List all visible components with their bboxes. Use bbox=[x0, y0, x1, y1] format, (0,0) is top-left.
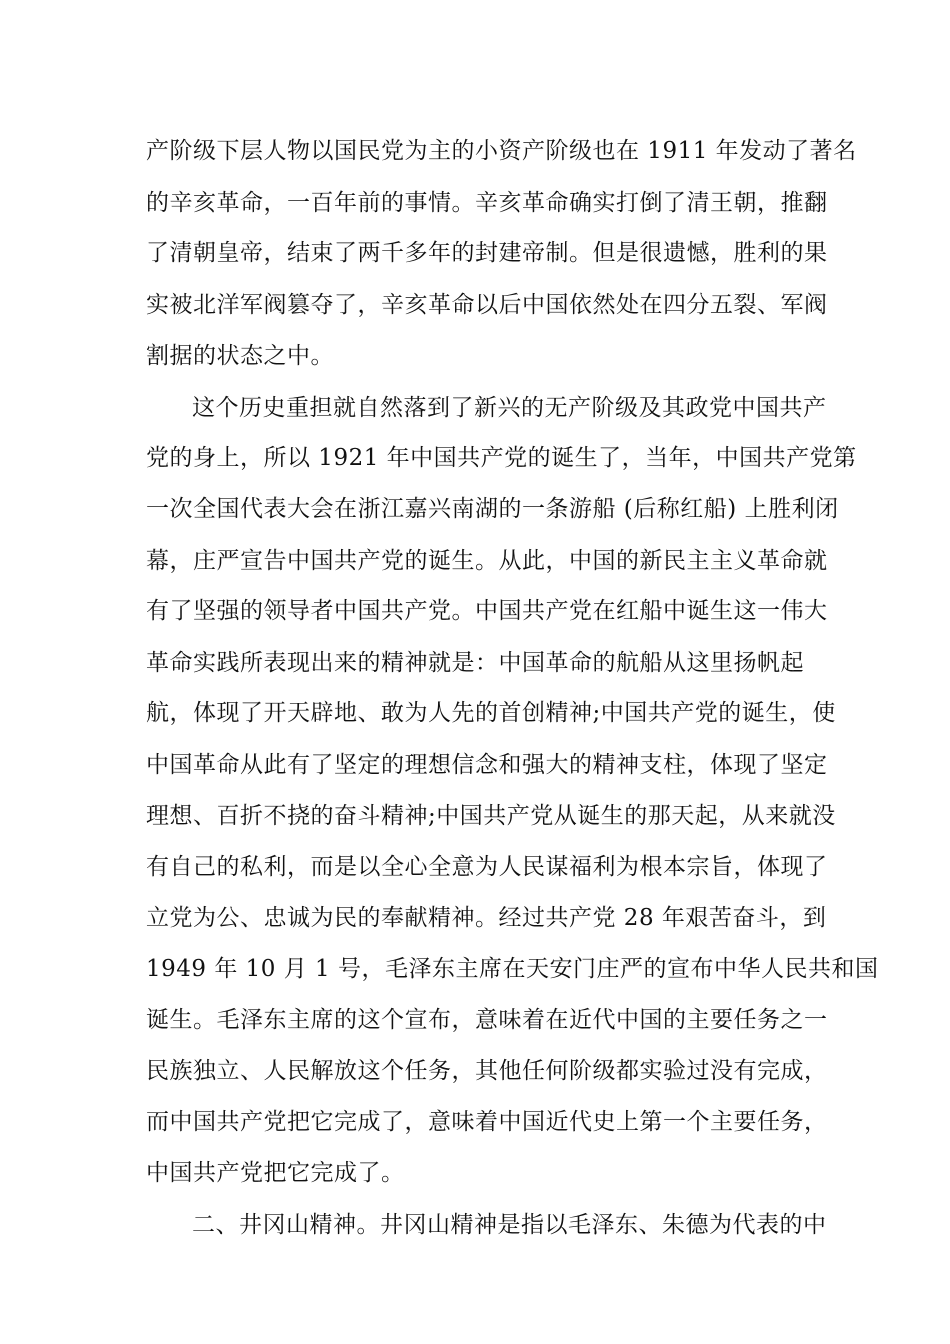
text-line: 割据的状态之中。 bbox=[146, 343, 334, 369]
paragraph-first-line: 这个历史重担就自然落到了新兴的无产阶级及其政党中国共产 bbox=[192, 395, 827, 421]
text-line: 革命实践所表现出来的精神就是：中国革命的航船从这里扬帆起 bbox=[146, 650, 804, 676]
text-line: 中国共产党把它完成了。 bbox=[146, 1160, 405, 1186]
text-line: 一次全国代表大会在浙江嘉兴南湖的一条游船 (后称红船) 上胜利闭 bbox=[146, 496, 839, 522]
text-line: 理想、百折不挠的奋斗精神;中国共产党从诞生的那天起，从来就没 bbox=[146, 803, 836, 829]
text-line: 的辛亥革命，一百年前的事情。辛亥革命确实打倒了清王朝，推翻 bbox=[146, 190, 828, 216]
text-line: 航，体现了开天辟地、敢为人先的首创精神;中国共产党的诞生，使 bbox=[146, 700, 836, 726]
paragraph-first-line: 二、井冈山精神。井冈山精神是指以毛泽东、朱德为代表的中 bbox=[192, 1212, 827, 1238]
text-line: 中国革命从此有了坚定的理想信念和强大的精神支柱，体现了坚定 bbox=[146, 752, 828, 778]
text-line: 了清朝皇帝，结束了两千多年的封建帝制。但是很遗憾，胜利的果 bbox=[146, 240, 828, 266]
text-line: 实被北洋军阀篡夺了，辛亥革命以后中国依然处在四分五裂、军阀 bbox=[146, 292, 828, 318]
text-line: 有了坚强的领导者中国共产党。中国共产党在红船中诞生这一伟大 bbox=[146, 598, 828, 624]
text-line: 诞生。毛泽东主席的这个宣布，意味着在近代中国的主要任务之一 bbox=[146, 1007, 828, 1033]
text-line: 产阶级下层人物以国民党为主的小资产阶级也在 1911 年发动了著名 bbox=[146, 138, 857, 164]
text-line: 立党为公、忠诚为民的奉献精神。经过共产党 28 年艰苦奋斗，到 bbox=[146, 905, 827, 931]
text-line: 民族独立、人民解放这个任务，其他任何阶级都实验过没有完成， bbox=[146, 1058, 828, 1084]
text-line: 党的身上，所以 1921 年中国共产党的诞生了，当年，中国共产党第 bbox=[146, 445, 857, 471]
text-line: 1949 年 10 月 1 号，毛泽东主席在天安门庄严的宣布中华人民共和国 bbox=[146, 956, 879, 982]
text-line: 有自己的私利，而是以全心全意为人民谋福利为根本宗旨，体现了 bbox=[146, 854, 828, 880]
text-line: 而中国共产党把它完成了，意味着中国近代史上第一个主要任务， bbox=[146, 1109, 828, 1135]
text-line: 幕，庄严宣告中国共产党的诞生。从此，中国的新民主主义革命就 bbox=[146, 548, 828, 574]
